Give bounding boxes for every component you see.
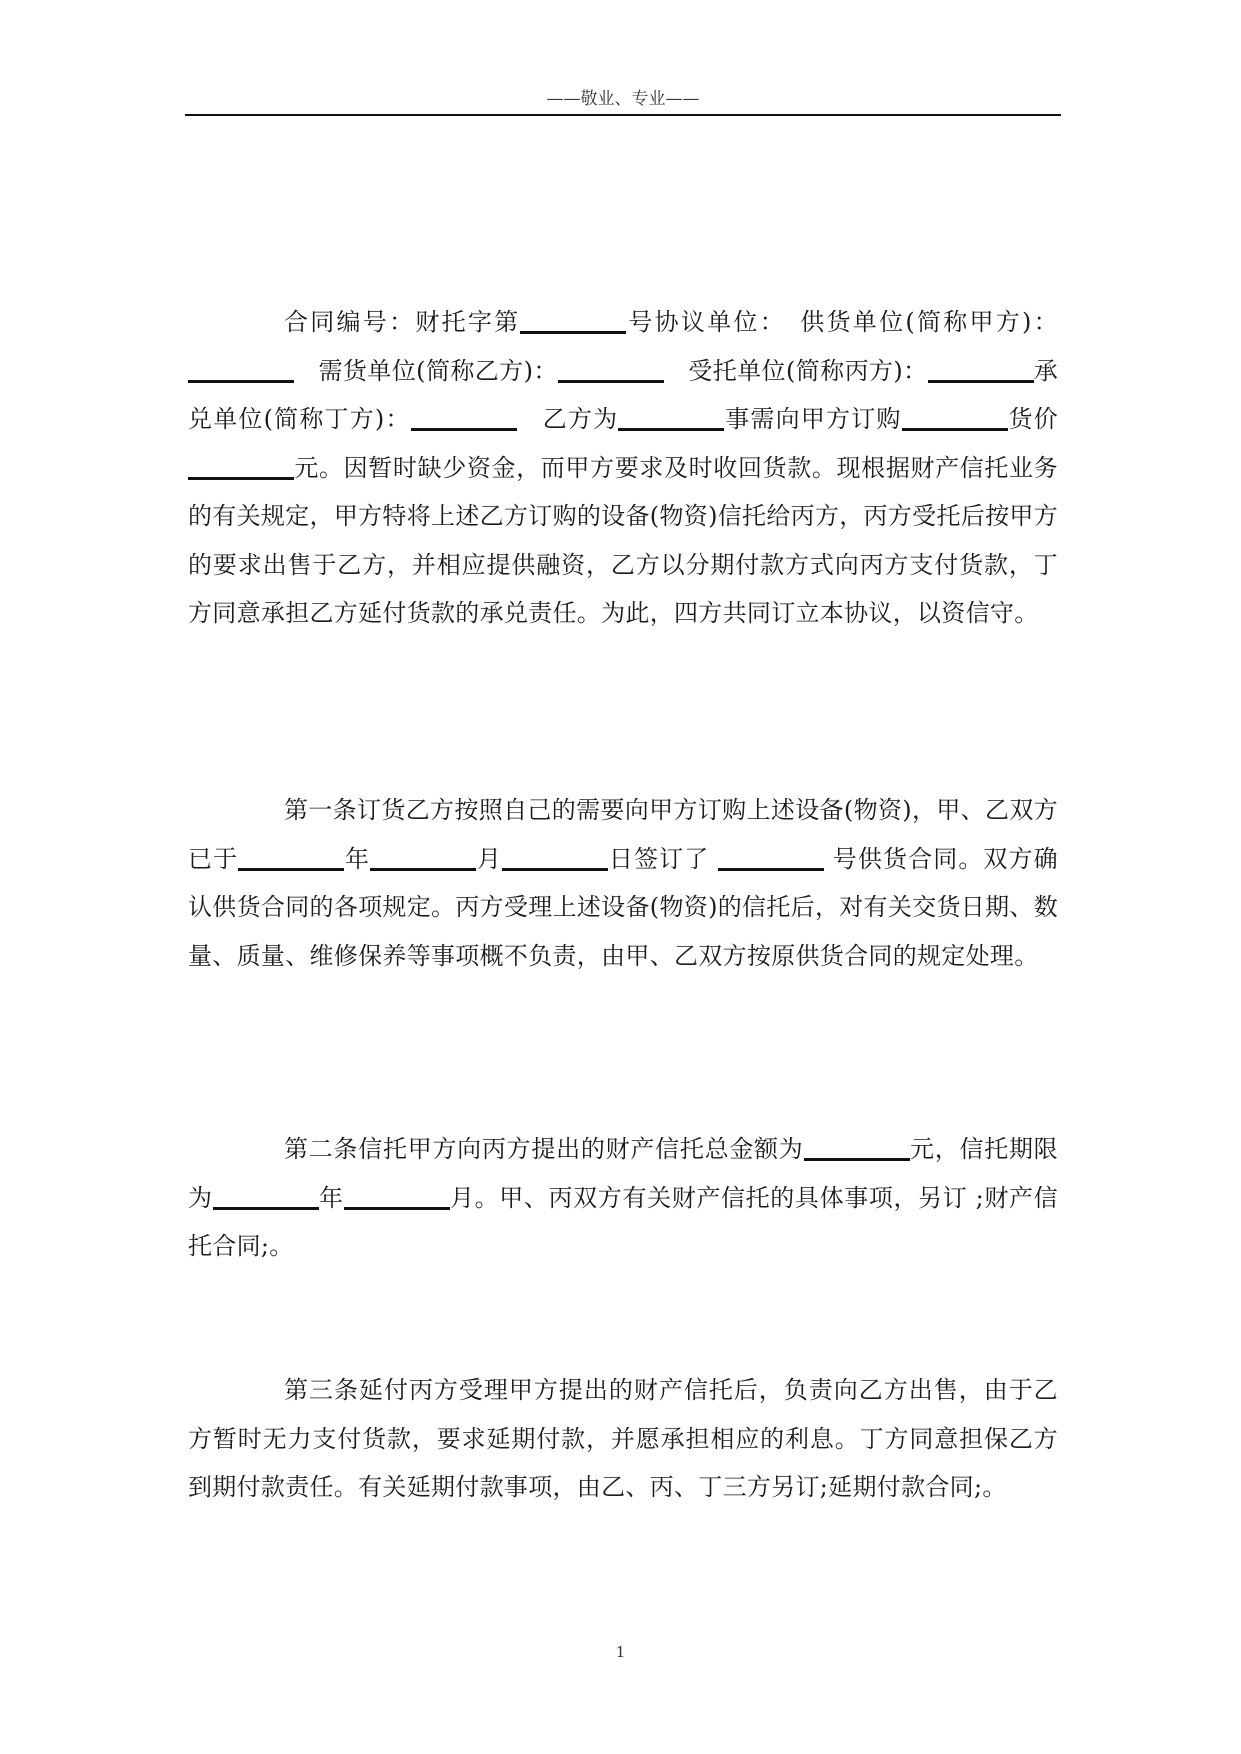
text-segment: 日签订了 (608, 844, 719, 873)
page-header: ——敬业、专业—— (546, 89, 700, 109)
text-segment: 乙方为 (516, 405, 619, 433)
year-blank (238, 842, 344, 871)
paragraph-preamble (188, 298, 1058, 638)
party-c-blank (928, 354, 1034, 383)
text-segment: 承兑单位(简称丁方)： (188, 356, 1059, 433)
text-segment: 事需向甲方订购 (724, 405, 902, 433)
paragraph-article-2 (188, 1125, 1058, 1271)
paragraph-article-3: 第三条延付丙方受理甲方提出的财产信托后，负责向乙方出售，由于乙方暂时无力支付货款，要求延期付款，并愿承担相应的利息。丁方同意担保乙方到期付款责任。有关延期付款事项，由乙、丙、丁三方另订;延期付款合同;。 (188, 1376, 1058, 1501)
party-d-blank (411, 402, 517, 431)
text-segment: 月。甲、丙双方有关财产信托的具体事项，另订 ;财产信托合同;。 (188, 1183, 1058, 1260)
page-number: 1 (615, 1643, 626, 1661)
text-segment: 年 (318, 1183, 344, 1212)
supply-contract-number-blank (718, 842, 824, 871)
party-a-blank (188, 354, 294, 383)
purpose-blank (618, 402, 724, 431)
text-segment: 受托单位(简称丙方)： (663, 356, 928, 385)
trust-years-blank (213, 1181, 319, 1210)
month-blank (370, 842, 476, 871)
text-segment: 需货单位(简称乙方)： (294, 356, 558, 385)
text-segment: 年 (344, 844, 371, 873)
day-blank (502, 842, 608, 871)
contract-number-blank (520, 305, 626, 334)
text-segment: 第二条信托甲方向丙方提出的财产信托总金额为 (284, 1135, 804, 1163)
text-segment: 号协议单位： 供货单位(简称甲方)： (626, 308, 1058, 336)
text-segment: 月 (476, 844, 503, 873)
paragraph-article-1 (188, 786, 1058, 980)
header-divider (185, 114, 1061, 116)
trust-months-blank (344, 1181, 450, 1210)
text-segment: 第一条订货乙方按照自己的需要向甲方订购上述设备(物资)，甲、乙双方已于 (188, 796, 1058, 873)
text-segment: 货价 (1007, 405, 1058, 433)
goods-blank (902, 402, 1008, 431)
text-segment: 号供货合同。双方确认供货合同的各项规定。丙方受理上述设备(物资)的信托后，对有关交货日期、数量、质量、维修保养等事项概不负责，由甲、乙双方按原供货合同的规定处理。 (188, 844, 1058, 970)
text-segment: 元，信托期限为 (188, 1135, 1058, 1212)
trust-amount-blank (804, 1132, 910, 1161)
text-segment: 元。因暂时缺少资金，而甲方要求及时收回货款。现根据财产信托业务的有关规定，甲方特将上述乙方订购的设备(物资)信托给丙方，丙方受托后按甲方的要求出售于乙方，并相应提供融资，乙方以分期付款方式向丙方支付货款，丁方同意承担乙方延付货款的承兑责任。为此，四方共同订立本协议，以资信守。 (188, 453, 1058, 627)
party-b-blank (558, 354, 664, 383)
price-blank (188, 451, 294, 480)
text-segment: 合同编号：财托字第 (284, 308, 521, 336)
